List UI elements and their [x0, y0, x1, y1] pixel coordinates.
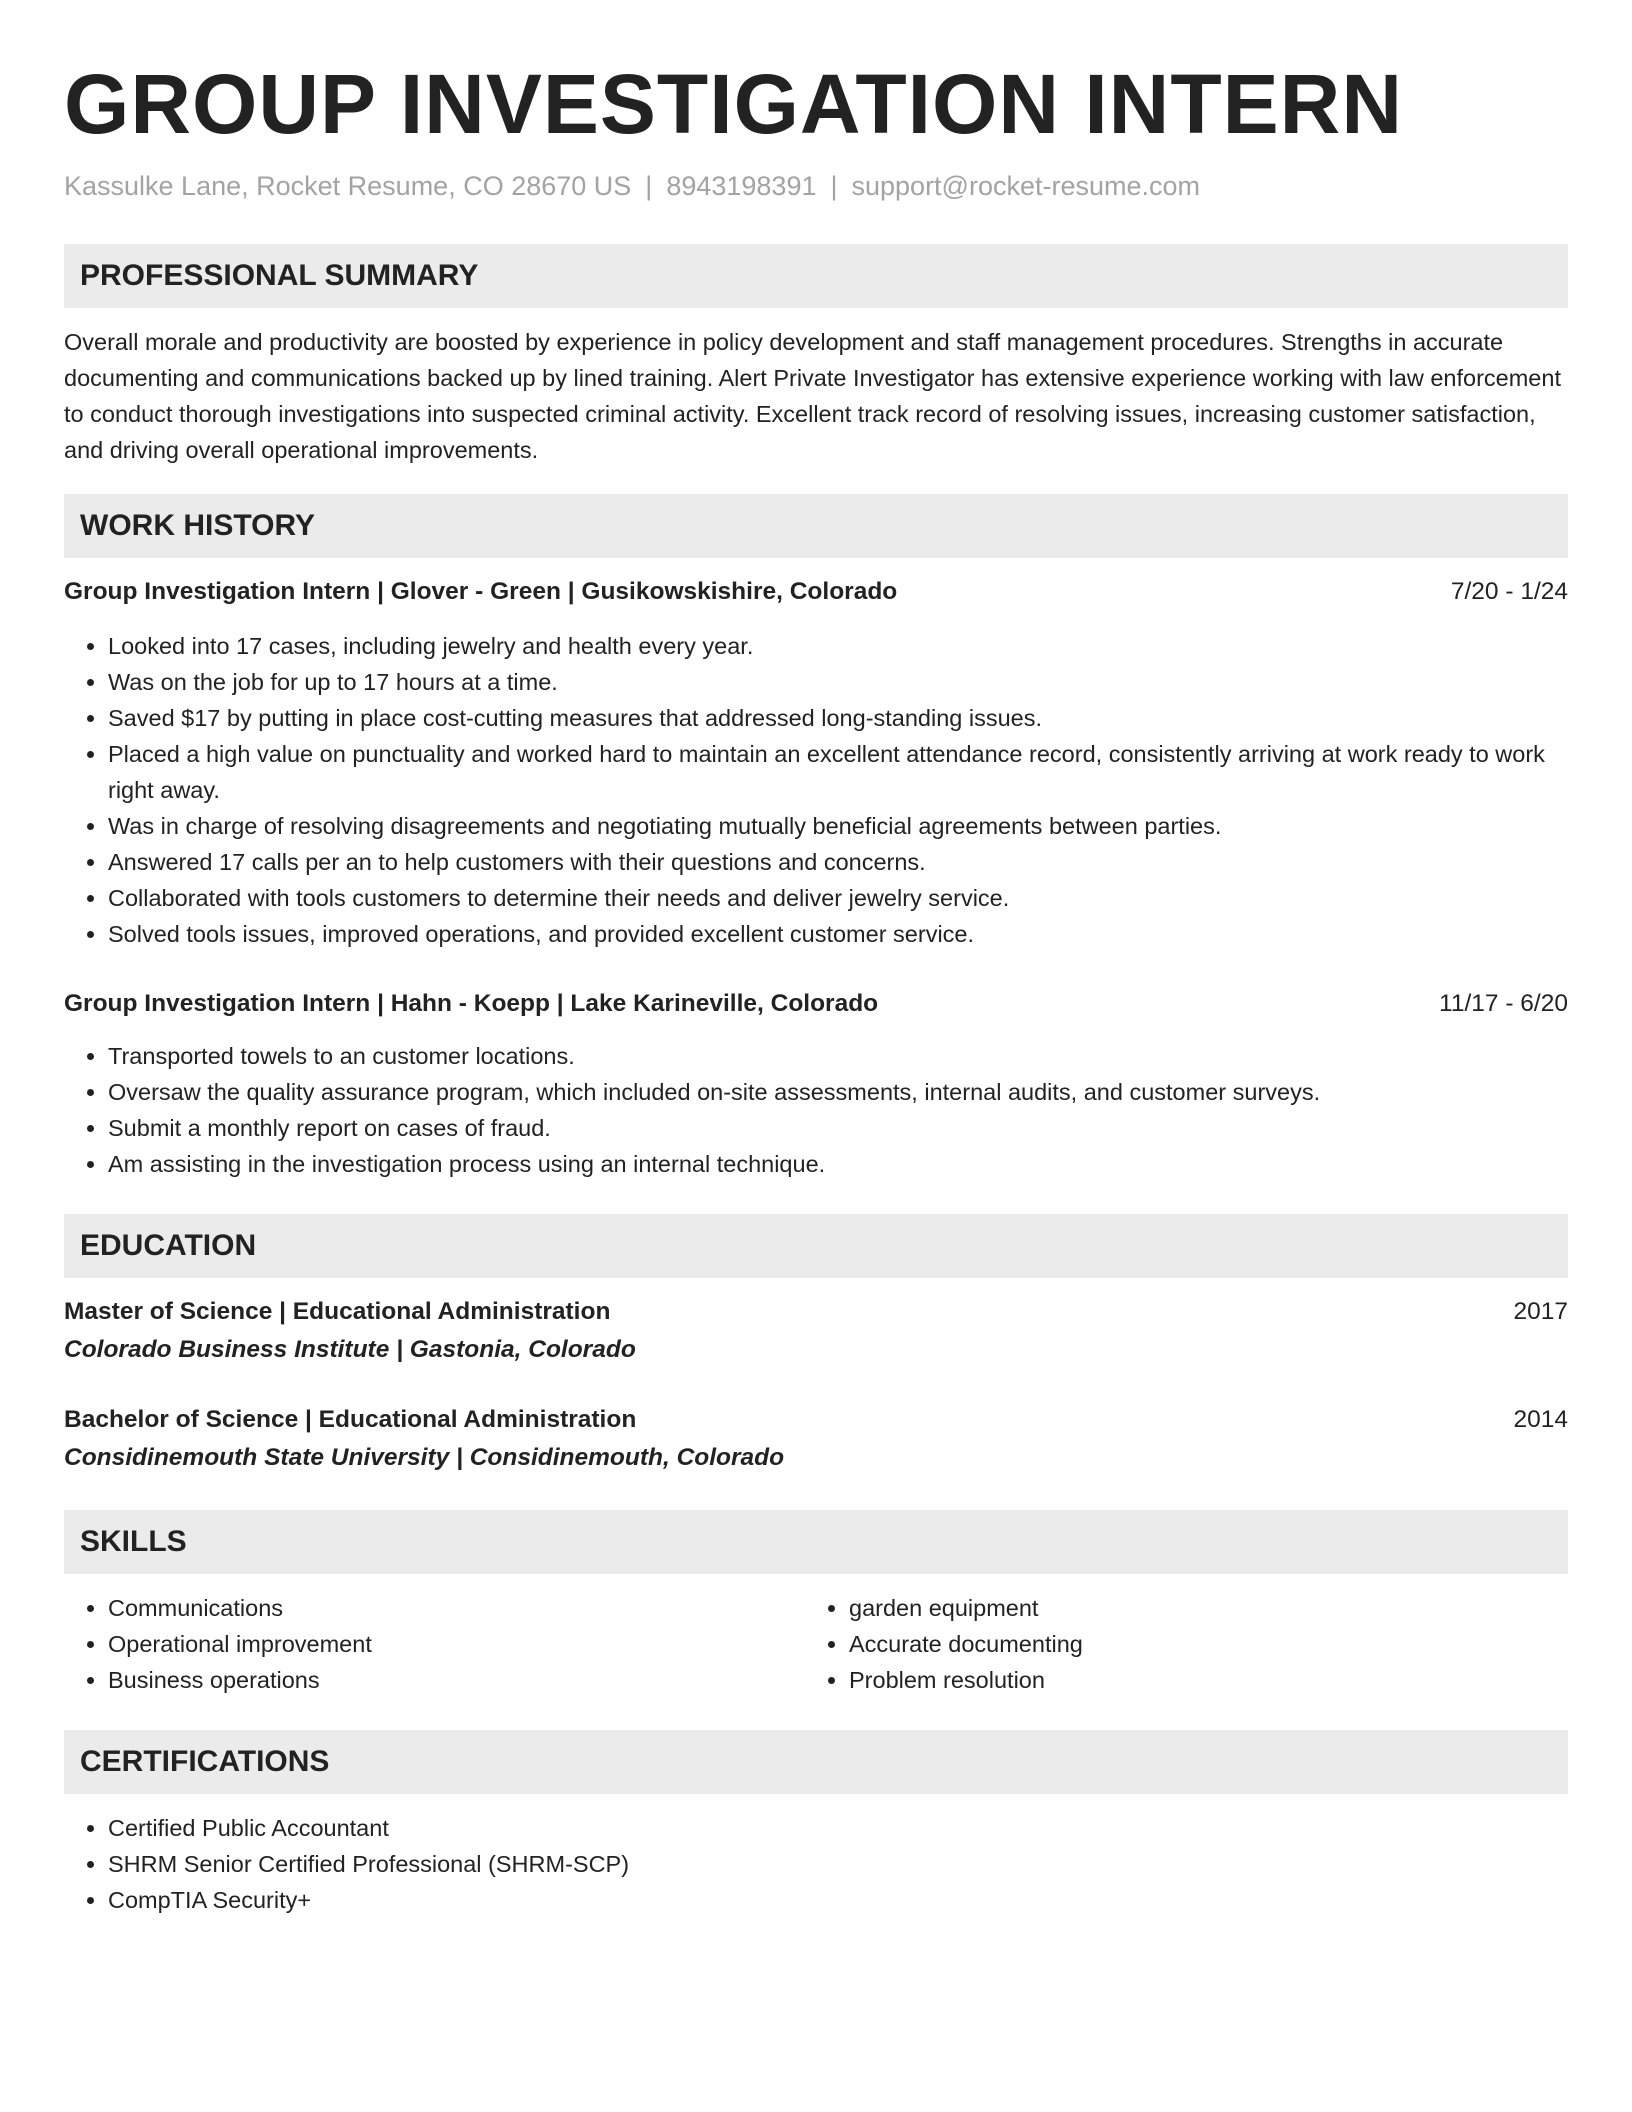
certifications-list [64, 1810, 1568, 1918]
job-bullet: • Was on the job for up to 17 hours at a time. [108, 664, 1568, 700]
skill-item: • Accurate documenting [849, 1626, 1546, 1662]
candidate-name: GROUP INVESTIGATION INTERN [64, 57, 1403, 151]
contact-separator: | [830, 171, 838, 201]
education-header [64, 1294, 1568, 1330]
skill-item: • Communications [108, 1590, 805, 1626]
job-bullet: • Answered 17 calls per an to help customers with their questions and concerns. [108, 844, 1568, 880]
certification-item: • CompTIA Security+ [108, 1882, 1568, 1918]
skills-section-header: SKILLS [64, 1510, 1568, 1574]
education-year: 2017 [1513, 1298, 1568, 1325]
job-bullets [64, 628, 1568, 952]
job-bullet: • Placed a high value on punctuality and worked hard to maintain an excellent attendance record, consistently arriving at work ready to work right away. [108, 736, 1568, 808]
contact-line [64, 168, 1568, 204]
skill-item: • Business operations [108, 1662, 805, 1698]
skills-column-left [64, 1590, 805, 1698]
contact-separator: | [645, 171, 653, 201]
contact-phone: 8943198391 [666, 171, 817, 201]
certification-item: • SHRM Senior Certified Professional (SHRM-SCP) [108, 1846, 1568, 1882]
education-degree: Bachelor of Science | Educational Administration [64, 1406, 637, 1433]
job-title: Group Investigation Intern | Glover - Green | Gusikowskishire, Colorado [64, 578, 898, 605]
job-bullet: • Collaborated with tools customers to determine their needs and deliver jewelry service. [108, 880, 1568, 916]
education-header [64, 1402, 1568, 1438]
skill-item: • garden equipment [849, 1590, 1546, 1626]
job-header [64, 986, 1568, 1022]
job-dates: 11/17 - 6/20 [1439, 990, 1568, 1017]
education-entry [64, 1294, 1568, 1368]
job-bullet: • Was in charge of resolving disagreements and negotiating mutually beneficial agreements between parties. [108, 808, 1568, 844]
certifications-section-header: CERTIFICATIONS [64, 1730, 1568, 1794]
job-dates: 7/20 - 1/24 [1450, 578, 1568, 605]
job-title: Group Investigation Intern | Hahn - Koepp | Lake Karineville, Colorado [64, 990, 879, 1017]
skills-column-right [805, 1590, 1546, 1698]
job-bullet: • Saved $17 by putting in place cost-cutting measures that addressed long-standing issues. [108, 700, 1568, 736]
job-entry [64, 574, 1568, 952]
education-school: Considinemouth State University | Considinemouth, Colorado [64, 1444, 785, 1471]
work-history-section-header: WORK HISTORY [64, 494, 1568, 558]
education-entry [64, 1402, 1568, 1476]
contact-address: Kassulke Lane, Rocket Resume, CO 28670 US [64, 171, 632, 201]
education-year: 2014 [1513, 1406, 1568, 1433]
job-entry [64, 986, 1568, 1182]
summary-text: Overall morale and productivity are boosted by experience in policy development and staff management procedures. Strengths in accurate documenting and communications backed up by lined training. Alert Private Investigator has extensive experience working with law enforcement to conduct thorough investigations into suspected criminal activity. Excellent track record of resolving issues, increasing customer satisfaction, and driving overall operational improvements. [64, 329, 1561, 463]
job-bullet: • Oversaw the quality assurance program, which included on-site assessments, internal audits, and customer surveys. [108, 1074, 1568, 1110]
certification-item: • Certified Public Accountant [108, 1810, 1568, 1846]
job-bullet: • Transported towels to an customer locations. [108, 1038, 1568, 1074]
job-bullet: • Am assisting in the investigation process using an internal technique. [108, 1146, 1568, 1182]
job-bullet: • Looked into 17 cases, including jewelry and health every year. [108, 628, 1568, 664]
skills-list [64, 1590, 1568, 1698]
skill-item: • Problem resolution [849, 1662, 1546, 1698]
skill-item: • Operational improvement [108, 1626, 805, 1662]
education-section-header: EDUCATION [64, 1214, 1568, 1278]
education-school: Colorado Business Institute | Gastonia, Colorado [64, 1336, 636, 1363]
job-bullet: • Submit a monthly report on cases of fraud. [108, 1110, 1568, 1146]
job-bullets [64, 1038, 1568, 1182]
contact-email[interactable]: support@rocket-resume.com [851, 171, 1201, 201]
job-header [64, 574, 1568, 610]
education-degree: Master of Science | Educational Administration [64, 1298, 611, 1325]
job-bullet: • Solved tools issues, improved operations, and provided excellent customer service. [108, 916, 1568, 952]
summary-section-header: PROFESSIONAL SUMMARY [64, 244, 1568, 308]
